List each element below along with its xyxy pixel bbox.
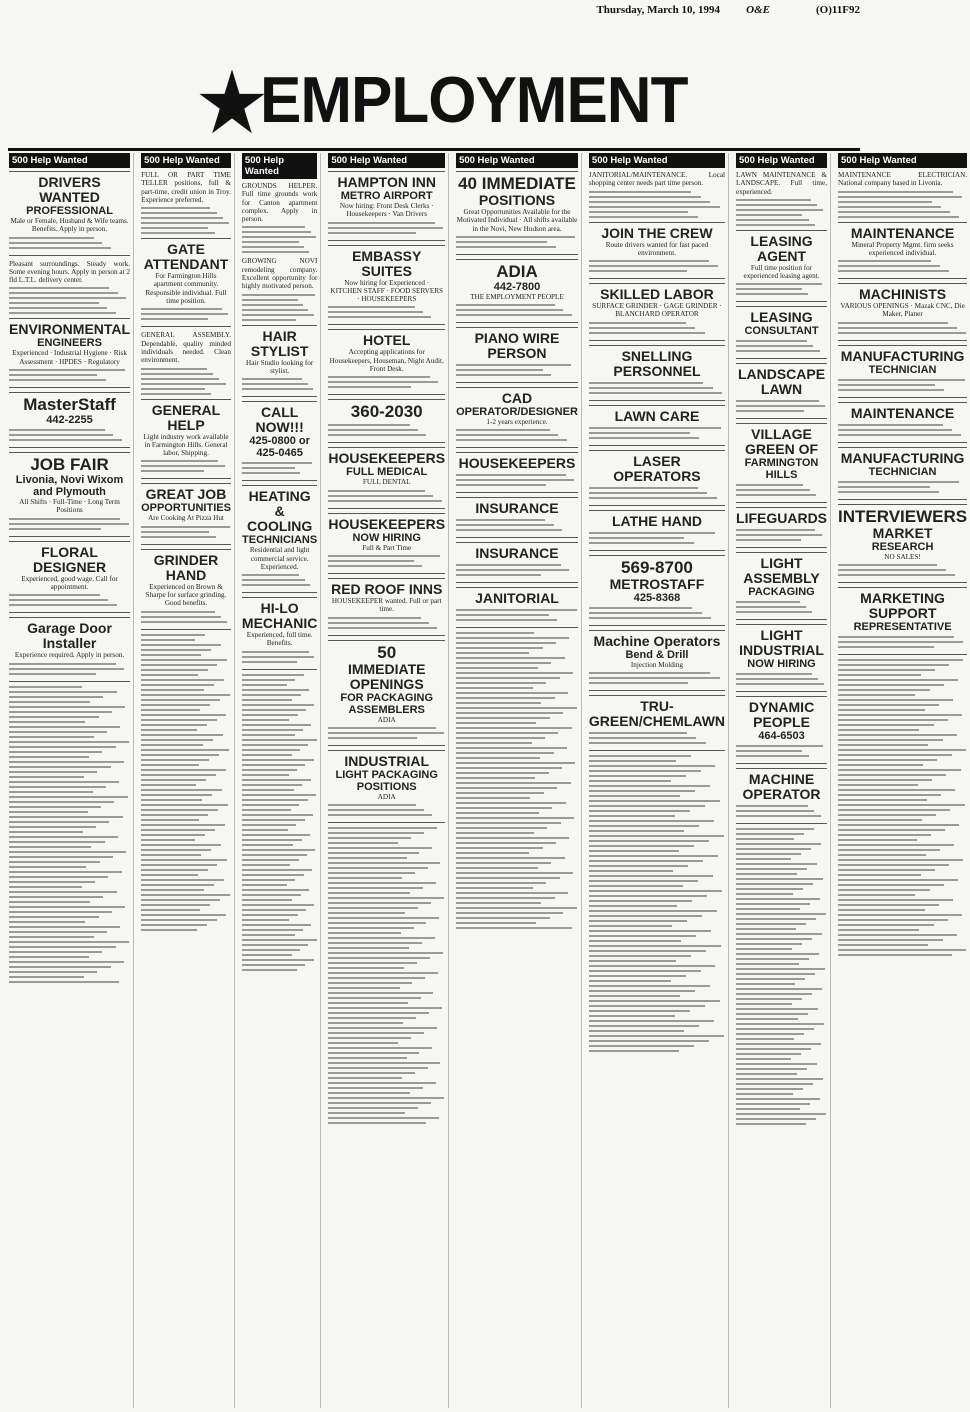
ad-headline: GRINDER HAND (153, 551, 219, 583)
classified-ad (242, 325, 317, 398)
fine-print (456, 236, 578, 248)
ad-headline: PACKAGING (748, 586, 815, 599)
ad-body: Experienced, good wage. Call for appointment. (21, 574, 118, 591)
fine-print (589, 260, 725, 272)
fine-print (328, 555, 445, 567)
ad-headline: METROSTAFF (609, 575, 705, 592)
ad-headline: EMBASSY SUITES (352, 247, 422, 279)
fine-print (456, 519, 578, 531)
classified-ad (456, 452, 578, 493)
ad-body: GROWING NOVI remodeling company. Excellent opportunity for highly motivated person. (241, 257, 318, 291)
classified-ad (9, 260, 130, 315)
ad-headline: TECHNICIAN (868, 363, 937, 376)
classified-ad (838, 447, 967, 500)
fine-print (838, 659, 967, 956)
ad-columns (6, 153, 968, 1408)
ad-headline: FARMINGTON HILLS (744, 457, 819, 482)
fine-print (9, 287, 130, 314)
classified-ad (736, 306, 827, 359)
fine-print (589, 732, 725, 744)
fine-print (9, 663, 130, 675)
classified-ad (328, 447, 445, 508)
classified-ad (589, 630, 725, 691)
ad-body: Route drivers wanted for fast paced environment. (605, 240, 709, 257)
ad-body: Injection Molding (630, 660, 684, 669)
ad-headline: HAIR STYLIST (250, 327, 309, 359)
classified-ad (838, 222, 967, 280)
ad-headline: REPRESENTATIVE (853, 621, 952, 634)
fine-print (589, 672, 725, 684)
ad-column (6, 153, 134, 1408)
ad-body: Now hiring for Experienced · KITCHEN STAFF · FOOD SERVERS · HOUSEKEEPERS (330, 278, 444, 304)
ad-body: For Farmington Hills apartment community. Responsible individual. Full time position. (145, 272, 227, 306)
fine-print (736, 400, 827, 412)
fine-print (736, 340, 827, 352)
ad-body: Full time position for experienced leasing agent. (743, 263, 820, 281)
classified-ad (141, 171, 231, 234)
ad-headline: VILLAGE GREEN OF (744, 426, 819, 458)
fine-print (589, 607, 725, 619)
classified-ad (456, 171, 578, 255)
classified-ad (328, 245, 445, 326)
ad-headline: INTERVIEWERS (838, 506, 968, 526)
classified-ad (9, 318, 130, 388)
fine-print (736, 828, 827, 1125)
ad-headline: RED ROOF INNS (331, 580, 443, 597)
ad-body: SURFACE GRINDER · GAGE GRINDER · BLANCHARD OPERATOR (592, 302, 722, 319)
ad-headline: MANUFACTURING (840, 449, 965, 466)
ad-headline: 442-2255 (46, 414, 93, 427)
ad-headline: DRIVERS WANTED (38, 174, 101, 205)
classified-ad (328, 399, 445, 443)
star-icon (198, 68, 266, 136)
ad-body: Hair Studio looking for stylist. (246, 358, 314, 375)
issue-date: Thursday, March 10, 1994 (596, 4, 720, 16)
ad-headline: OPPORTUNITIES (141, 502, 231, 515)
ad-body: Experienced · Industrial Hygiene · Risk Assessment · HPDES · Regulatory (12, 349, 127, 366)
classified-ad (9, 171, 130, 256)
classified-ad (141, 483, 231, 544)
ad-headline: 425-0800 or 425-0465 (249, 435, 310, 460)
classified-ad (456, 259, 578, 323)
ad-headline: Bend & Drill (625, 648, 689, 661)
banner-title: EMPLOYMENT (260, 64, 688, 137)
ad-headline: 425-8368 (633, 591, 681, 604)
ad-headline: JOIN THE CREW (601, 224, 713, 241)
ad-headline: MANUFACTURING (840, 347, 965, 364)
fine-print (328, 424, 445, 436)
ad-headline: LATHE HAND (611, 512, 702, 529)
classified-ad (589, 345, 725, 401)
fine-print (328, 827, 445, 1124)
ad-body: Pleasant surroundings. Steady work. Some evening hours. Apply in person at 2 fld L.T.L. delivery center. (9, 259, 131, 285)
ad-headline: TECHNICIANS (242, 534, 318, 547)
ad-headline: CALL NOW!!! (255, 404, 304, 436)
fine-print (456, 304, 578, 316)
classified-ad (328, 578, 445, 636)
fine-print (456, 474, 578, 486)
ad-headline: MAINTENANCE (850, 224, 955, 241)
classified-ad (242, 485, 317, 593)
ad-column (733, 153, 831, 1408)
fine-print (736, 484, 827, 496)
ad-headline: 40 IMMEDIATE (458, 174, 576, 193)
fine-print (838, 379, 967, 391)
classified-ad (589, 222, 725, 280)
ad-headline: POSITIONS (478, 192, 556, 208)
ad-headline: PIANO WIRE PERSON (474, 330, 560, 362)
ad-column (138, 153, 235, 1408)
fine-print (589, 427, 725, 439)
ad-headline: ENVIRONMENTAL (9, 321, 131, 338)
classified-ad (838, 171, 967, 218)
fine-print (328, 490, 445, 502)
fine-print (141, 368, 231, 395)
ad-headline: Machine Operators (593, 632, 721, 649)
classified-ad (589, 171, 725, 218)
classified-ad (736, 696, 827, 764)
ad-headline: SKILLED LABOR (600, 286, 714, 303)
ad-body: Light industry work available in Farmington Hills. General labor, Shipping. (143, 432, 229, 458)
classified-ad (838, 345, 967, 398)
page-number: (O)11F92 (816, 4, 860, 16)
classified-ad (9, 392, 130, 448)
ad-body: VARIOUS OPENINGS · Mazak CNC, Die Maker, Planer (840, 302, 965, 319)
classified-ad (141, 331, 231, 394)
fine-print (9, 429, 130, 441)
fine-print (736, 805, 827, 817)
ad-headline: 50 (377, 642, 397, 662)
classified-ad (589, 405, 725, 446)
classified-ad (589, 283, 725, 341)
fine-print (838, 564, 967, 576)
column-heading: 500 Help Wanted (242, 153, 317, 179)
fine-print (141, 460, 231, 472)
classified-ad (242, 401, 317, 481)
ad-body: Great Opportunities Available for the Motivated Individual · All shifts available in the Novi, New Hudson area. (456, 208, 578, 233)
classified-ad (141, 549, 231, 630)
ad-body: ADIA (377, 715, 396, 724)
ad-headline: 442-7800 (493, 280, 541, 293)
ad-headline: GENERAL HELP (151, 401, 221, 433)
classified-ad (328, 329, 445, 395)
ad-headline: LASER OPERATORS (613, 452, 701, 484)
classified-ad (456, 387, 578, 448)
section-label: O&E (746, 4, 770, 16)
classified-ad (589, 510, 725, 551)
ad-headline: HEATING & COOLING (246, 488, 313, 535)
fine-print (242, 378, 317, 390)
classified-ad (328, 640, 445, 746)
fine-print (141, 207, 231, 234)
column-heading: 500 Help Wanted (328, 153, 445, 168)
classified-ad (328, 750, 445, 823)
fine-print (9, 369, 130, 381)
ad-headline: ENGINEERS (37, 337, 102, 350)
fine-print (9, 594, 130, 606)
classified-ad (589, 450, 725, 506)
fine-print (736, 283, 827, 295)
ad-headline: JANITORIAL (475, 590, 559, 607)
ad-body: HOUSEKEEPER wanted. Full or part time. (331, 596, 442, 614)
fine-print (589, 191, 725, 218)
ad-headline: FOR PACKAGING ASSEMBLERS (340, 691, 434, 716)
ad-body: ADIA (377, 792, 396, 801)
ad-headline: LAWN CARE (614, 407, 700, 424)
classified-ad (838, 402, 967, 443)
column-heading: 500 Help Wanted (838, 153, 967, 168)
ad-column (453, 153, 582, 1408)
classified-ad (736, 423, 827, 503)
ad-body: FULL OR PART TIME TELLER positions, full & part-time, credit union in Troy. Experience preferred. (141, 171, 231, 204)
fine-print (589, 532, 725, 544)
ad-headline: MARKET (872, 524, 933, 541)
fine-print (328, 222, 445, 234)
classified-ad (242, 257, 317, 320)
fine-print (736, 673, 827, 685)
ad-headline: HOUSEKEEPERS (458, 455, 576, 472)
fine-print (456, 364, 578, 376)
classified-ad (328, 513, 445, 574)
ad-headline: DYNAMIC PEOPLE (748, 699, 815, 731)
fine-print (456, 429, 578, 441)
fine-print (242, 294, 317, 321)
ad-headline: MasterStaff (23, 395, 116, 415)
classified-ad (9, 452, 130, 537)
ad-headline: CONSULTANT (744, 325, 819, 338)
ad-headline: MACHINE OPERATOR (742, 771, 821, 803)
column-heading: 500 Help Wanted (456, 153, 578, 168)
classified-ad (736, 363, 827, 419)
classified-ad (838, 504, 967, 583)
column-heading: 500 Help Wanted (9, 153, 130, 168)
ad-headline: HI-LO MECHANIC (241, 600, 318, 632)
ad-headline: FLORAL DESIGNER (32, 543, 107, 575)
fine-print (328, 804, 445, 816)
fine-print (328, 376, 445, 388)
ad-body: Mineral Property Mgmt. firm seeks experienced individual. (851, 240, 954, 257)
classified-ad (456, 497, 578, 538)
fine-print (242, 674, 317, 971)
ad-body: Residential and light commercial service. Experienced. (249, 546, 310, 571)
classified-ad (456, 327, 578, 383)
fine-print (456, 609, 578, 621)
ad-body: All Shifts · Full-Time · Long Term Positions (19, 498, 120, 515)
ad-headline: NOW HIRING (352, 531, 421, 544)
ad-body: Experienced, full time. Benefits. (246, 631, 313, 648)
ad-headline: GREAT JOB (145, 486, 227, 503)
fine-print (9, 686, 130, 983)
fine-print (242, 574, 317, 586)
fine-print (589, 382, 725, 394)
classified-ad (589, 555, 725, 626)
ad-headline: INSURANCE (475, 500, 559, 517)
fine-print (736, 529, 827, 541)
ad-body: THE EMPLOYMENT PEOPLE (470, 292, 564, 301)
fine-print (9, 518, 130, 530)
ad-headline: LIGHT PACKAGING POSITIONS (335, 768, 438, 793)
fine-print (141, 308, 231, 320)
ad-headline: LIGHT ASSEMBLY (743, 555, 820, 587)
running-header (0, 4, 860, 18)
ad-headline: CAD (501, 390, 533, 407)
ad-body: 1-2 years experience. (486, 418, 548, 427)
classified-ad (9, 541, 130, 614)
fine-print (589, 487, 725, 499)
fine-print (328, 306, 445, 318)
ad-body: GENERAL ASSEMBLY. Dependable, quality minded individuals needed. Clean environment. (141, 331, 231, 365)
fine-print (838, 424, 967, 436)
ad-headline: FULL MEDICAL (346, 466, 428, 479)
ad-body: Experienced on Brown & Sharpe for surface grinding. Good benefits. (145, 582, 227, 608)
ad-body: Male or Female, Husband & Wife teams. Benefits. Apply in person. (10, 217, 129, 234)
fine-print (456, 632, 578, 929)
ad-headline: TRU-GREEN/CHEMLAWN (588, 698, 726, 730)
fine-print (736, 601, 827, 613)
section-banner (160, 60, 720, 150)
ad-headline: LEASING AGENT (750, 232, 813, 264)
classified-ad (736, 624, 827, 692)
classified-ad (589, 695, 725, 751)
ad-body: Full & Part Time (362, 543, 412, 552)
classified-ad (456, 542, 578, 583)
ad-headline: Garage Door Installer (27, 620, 112, 652)
ad-headline: Livonia, Novi Wixom and Plymouth (15, 474, 124, 499)
classified-ad (838, 587, 967, 655)
ad-body: FULL DENTAL (362, 478, 411, 487)
column-heading: 500 Help Wanted (141, 153, 231, 168)
ad-headline: HOUSEKEEPERS (328, 450, 446, 467)
ad-headline: RESEARCH (871, 540, 934, 553)
column-heading: 500 Help Wanted (589, 153, 725, 168)
ad-headline: 360-2030 (350, 402, 423, 422)
ad-headline: HAMPTON INN (337, 174, 436, 190)
fine-print (589, 755, 725, 1052)
fine-print (242, 462, 317, 474)
ad-headline: ADIA (496, 261, 538, 281)
ad-headline: INSURANCE (475, 545, 559, 562)
classified-ad (736, 768, 827, 824)
fine-print (456, 564, 578, 576)
banner-rule (8, 148, 860, 151)
fine-print (838, 481, 967, 493)
ad-body: Are Cooking At Pizza Hut (148, 514, 224, 523)
ad-headline: 464-6503 (758, 730, 805, 743)
classified-ad (141, 238, 231, 327)
ad-headline: MARKETING SUPPORT (860, 590, 945, 622)
classified-ad (456, 587, 578, 628)
fine-print (838, 636, 967, 648)
fine-print (838, 322, 967, 334)
classified-ad (736, 230, 827, 303)
ad-body: NO SALES! (884, 552, 921, 561)
ad-headline: GATE ATTENDANT (143, 241, 229, 273)
ad-body: MAINTENANCE ELECTRICIAN. National company based in Livonia. (838, 171, 968, 188)
ad-column (586, 153, 729, 1408)
ad-headline: HOTEL (362, 332, 411, 349)
classified-ad (242, 182, 317, 253)
ad-headline: MAINTENANCE (850, 404, 955, 421)
ad-headline: NOW HIRING (747, 658, 816, 671)
classified-ad (9, 617, 130, 681)
ad-headline: JOB FAIR (30, 455, 109, 475)
ad-headline: HOUSEKEEPERS (328, 515, 446, 532)
fine-print (736, 199, 827, 226)
ad-headline: LIGHT INDUSTRIAL (739, 627, 824, 659)
classified-ad (328, 171, 445, 241)
ad-body: Experience required. Apply in person. (14, 651, 125, 660)
ad-headline: LIFEGUARDS (736, 510, 828, 527)
classified-ad (736, 507, 827, 548)
ad-column (835, 153, 970, 1408)
ad-headline: OPERATOR/DESIGNER (456, 406, 578, 419)
classified-ad (736, 171, 827, 226)
ad-headline: PROFESSIONAL (26, 205, 113, 217)
fine-print (328, 617, 445, 629)
classified-ad (838, 283, 967, 341)
ad-headline: LANDSCAPE LAWN (737, 366, 826, 398)
ad-body: LAWN MAINTENANCE & LANDSCAPE. Full time, experienced. (736, 171, 828, 196)
ad-headline: METRO AIRPORT (340, 190, 433, 202)
ad-body: Now hiring: Front Desk Clerks · Housekeepers · Van Drivers (339, 202, 434, 219)
ad-body: GROUNDS HELPER. Full time grounds work for Canton apartment complex. Apply in person. (241, 182, 318, 224)
fine-print (838, 191, 967, 218)
ad-column (325, 153, 449, 1408)
fine-print (242, 226, 317, 253)
ad-column (239, 153, 321, 1408)
column-heading: 500 Help Wanted (736, 153, 827, 168)
fine-print (242, 651, 317, 663)
ad-headline: LEASING (750, 309, 813, 326)
ad-body: JANITORIAL/MAINTENANCE. Local shopping center needs part time person. (588, 171, 726, 188)
classified-ad (141, 399, 231, 480)
classified-ad (242, 597, 317, 670)
classified-ad (736, 552, 827, 620)
fine-print (589, 322, 725, 334)
ad-headline: SNELLING PERSONNEL (613, 347, 701, 379)
fine-print (838, 260, 967, 272)
ad-body: Accepting applications for Housekeepers, Houseman, Night Audit, Front Desk. (329, 348, 444, 374)
ad-headline: 569-8700 (621, 557, 693, 577)
fine-print (9, 237, 130, 249)
fine-print (141, 611, 231, 623)
fine-print (736, 745, 827, 757)
ad-headline: MACHINISTS (859, 286, 947, 303)
fine-print (141, 526, 231, 538)
ad-headline: IMMEDIATE OPENINGS (347, 660, 426, 692)
fine-print (141, 634, 231, 931)
ad-headline: TECHNICIAN (868, 465, 937, 478)
fine-print (328, 727, 445, 739)
ad-headline: INDUSTRIAL (344, 752, 430, 769)
